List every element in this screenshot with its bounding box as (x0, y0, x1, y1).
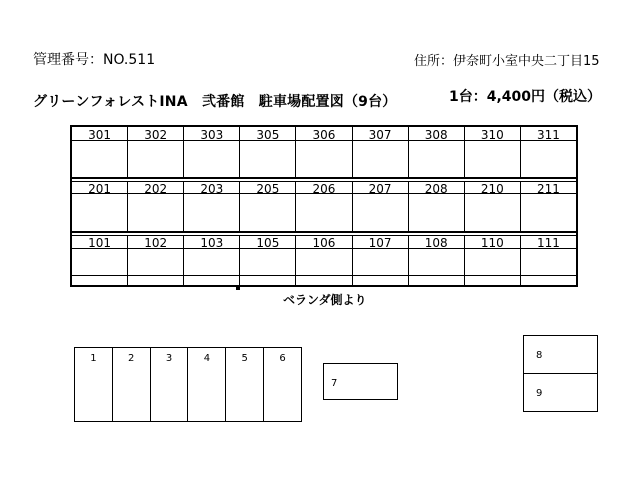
room-cell (520, 127, 576, 177)
parking-space-8 (524, 336, 597, 374)
room-cell (295, 127, 351, 177)
room-number: 306 (312, 128, 336, 142)
room-number: 103 (200, 236, 224, 250)
room-cell (520, 181, 576, 231)
room-cell (352, 127, 408, 177)
room-cell (183, 181, 239, 231)
room-cell (464, 127, 520, 177)
parking-space-number: 6 (279, 353, 286, 364)
parking-space-number: 2 (128, 353, 135, 364)
room-number: 102 (144, 236, 168, 250)
room-number: 202 (144, 182, 168, 196)
divider (72, 140, 576, 141)
divider (72, 235, 576, 236)
room-cell (408, 127, 464, 177)
room-cell (183, 235, 239, 285)
entrance-marker (236, 286, 240, 290)
room-cell (295, 235, 351, 285)
room-number: 101 (88, 236, 111, 250)
room-cell (239, 127, 295, 177)
room-cell (72, 127, 127, 177)
room-number: 310 (480, 128, 504, 142)
room-number: 301 (88, 128, 111, 142)
veranda-side-label: ベランダ側より (283, 293, 367, 307)
room-number: 208 (424, 182, 448, 196)
room-number: 110 (480, 236, 504, 250)
parking-row (74, 347, 302, 422)
room-cell (127, 181, 183, 231)
floor-divider (72, 231, 576, 233)
parking-space-7 (323, 363, 398, 400)
parking-pair (523, 335, 598, 412)
room-number: 203 (200, 182, 224, 196)
parking-space (150, 348, 188, 421)
room-cell (464, 235, 520, 285)
room-cell (464, 181, 520, 231)
parking-space (75, 348, 112, 421)
parking-space-number: 4 (203, 353, 211, 364)
parking-space-number: 3 (165, 353, 173, 364)
room-cell (352, 235, 408, 285)
room-cell (408, 235, 464, 285)
room-number: 302 (144, 128, 168, 142)
parking-space (263, 348, 301, 421)
room-number: 201 (88, 182, 111, 196)
room-number: 207 (368, 182, 392, 196)
room-number: 105 (256, 236, 280, 250)
floor-3-row (72, 127, 576, 177)
room-number: 210 (480, 182, 504, 196)
room-cell (352, 181, 408, 231)
room-number: 303 (200, 128, 224, 142)
parking-space-number: 9 (536, 388, 543, 399)
parking-space-9 (524, 374, 597, 412)
parking-space (225, 348, 263, 421)
parking-space-number: 8 (536, 350, 543, 361)
room-number: 107 (368, 236, 392, 250)
room-cell (239, 181, 295, 231)
room-number: 211 (536, 182, 560, 196)
divider (72, 181, 576, 182)
floor-divider (72, 177, 576, 179)
room-number: 106 (312, 236, 336, 250)
parking-space-number: 7 (331, 378, 338, 389)
room-cell (127, 127, 183, 177)
room-cell (239, 235, 295, 285)
room-number: 308 (424, 128, 448, 142)
divider (72, 193, 576, 194)
floor-1-row (72, 235, 576, 285)
room-cell (520, 235, 576, 285)
room-cell (72, 181, 127, 231)
parking-space (187, 348, 225, 421)
management-number: 管理番号：NO.511 (33, 52, 156, 68)
address: 住所：伊奈町小室中央二丁目15 (414, 54, 600, 69)
divider (72, 248, 576, 249)
room-number: 206 (312, 182, 336, 196)
building-floor-plan (70, 125, 578, 287)
room-cell (408, 181, 464, 231)
room-cell (295, 181, 351, 231)
room-number: 111 (536, 236, 560, 250)
parking-space-number: 5 (241, 353, 248, 364)
room-number: 108 (424, 236, 448, 250)
room-number: 205 (256, 182, 280, 196)
room-number: 307 (368, 128, 392, 142)
parking-space (112, 348, 150, 421)
price-label: 1台：4,400円（税込） (449, 89, 602, 105)
page-title: グリーンフォレストINA 弐番館 駐車場配置図（9台） (33, 94, 397, 110)
room-number: 305 (256, 128, 280, 142)
floor-2-row (72, 181, 576, 231)
parking-space-number: 1 (90, 353, 97, 364)
room-number: 311 (536, 128, 560, 142)
room-cell (183, 127, 239, 177)
divider (72, 275, 576, 276)
room-cell (127, 235, 183, 285)
room-cell (72, 235, 127, 285)
